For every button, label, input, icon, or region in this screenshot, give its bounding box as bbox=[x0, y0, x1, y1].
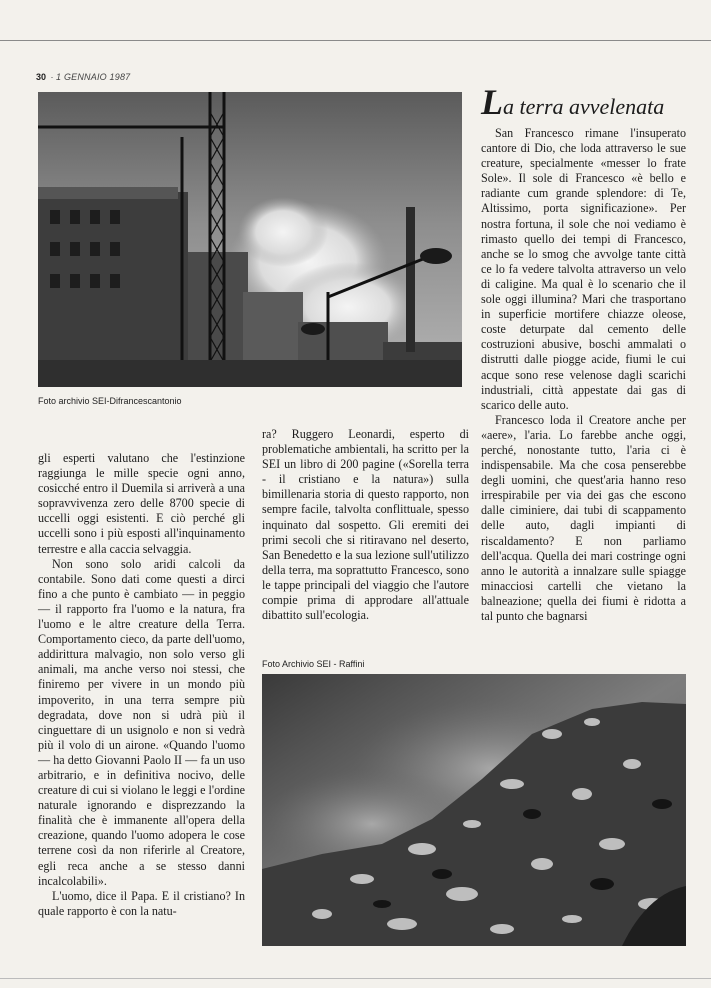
page-header bbox=[36, 72, 130, 82]
title-text: a terra avvelenata bbox=[503, 94, 665, 119]
title-initial: L bbox=[481, 82, 503, 122]
photo1-caption: Foto archivio SEI-Difrancescantonio bbox=[38, 396, 182, 406]
col1-paragraph: Non sono solo aridi calcoli da contabile. Sono dati come questi a dirci fino a che punto è cambiato — in peggio — il rapporto fra l'uomo e la natura, fra l'uomo e le altre creature della Terra. Comportamento cieco, da parte dell'uomo, addirittura malvagio, non solo verso gli animali, ma anche verso noi stessi, che finiremo per vivere in un mondo più impoverito, in una terra sempre più degradata, dove non si udrà più il cinguettare di un usignolo e non si vedrà più il volo di un airone. «Quando l'uomo — ha detto Giovanni Paolo II — fa un uso arbitrario, e in definitiva nocivo, delle creature di cui si violano le leggi e l'ordine naturale ignorando e disprezzando la finalità che è immanente all'opera della creazione, quando l'uomo adopera le cose terrene così da non riferirle al Creatore, egli reca anche a se stesso danni incalcolabili». bbox=[38, 556, 245, 888]
header-separator: · bbox=[50, 72, 54, 82]
article-column-3 bbox=[481, 126, 686, 624]
industrial-photo bbox=[38, 92, 462, 387]
landfill-photo bbox=[262, 674, 686, 946]
page-number: 30 bbox=[36, 72, 47, 82]
issue-date: 1 GENNAIO 1987 bbox=[56, 72, 131, 82]
col1-paragraph: gli esperti valutano che l'estinzione raggiunga le mille specie ogni anno, cosicché entro il Duemila si arriverà a una sopravvivenza zero delle 8700 specie di uccelli oggi esistenti. E ciò perché gli uccelli sono i più esposti all'inquinamento terrestre e alla caccia selvaggia. bbox=[38, 451, 245, 556]
col1-paragraph: L'uomo, dice il Papa. E il cristiano? In quale rapporto è con la natu- bbox=[38, 888, 245, 918]
article-column-1 bbox=[38, 451, 245, 919]
top-rule bbox=[0, 40, 711, 41]
col2-paragraph: ra? Ruggero Leonardi, esperto di problematiche ambientali, ha scritto per la SEI un libro di 200 pagine («Sorella terra - il cristiano e la natura») sulla bimillenaria storia di questo rapporto, non sempre facile, talvolta conflittuale, spesso inquinato dal sospetto. Gli eremiti dei primi secoli che si ritiravano nel deserto, San Benedetto e la sua lezione sull'utilizzo della terra, ma soprattutto Francesco, sono le tappe principali del viaggio che l'autore compie prima di approdare all'attuale dibattito sull'ecologia. bbox=[262, 427, 469, 623]
bottom-rule bbox=[0, 978, 711, 979]
col3-paragraph: San Francesco rimane l'insuperato cantore di Dio, che loda attraverso le sue creature, specialmente «messer lo frate Sole». Il sole di Francesco «è bello e radiante cum grande splendore: di Te, Altissimo, porta significazione». Per nostra fortuna, il sole che noi vediamo è rimasto quello dei tempi di Francesco, anche se lo smog che avvolge tante città ce lo fa vedere talvolta attraverso un velo di caligine. Ma qual è lo scenario che il sole oggi illumina? Mari che trasportano in superficie mortifere chiazze oleose, coste deturpate dal cemento delle costruzioni abusive, boschi ammalati o distrutti dalle piogge acide, fiumi le cui acque sono rese velenose dagli scarichi industriali, città appestate dai gas di scarico delle auto. bbox=[481, 126, 686, 412]
col3-paragraph: Francesco loda il Creatore anche per «aere», l'aria. Lo farebbe anche oggi, perché, nonostante tutto, l'aria ci è indispensabile. Ma che cosa penserebbe degli uomini, che quest'aria hanno reso irrespirabile per via dei gas che escono dalle ciminiere, dai tubi di scappamento delle auto, dagli impianti di riscaldamento? E non parliamo dell'acqua. Quella dei mari costringe ogni anno le autorità a innalzare sulle spiagge minacciosi cartelli che vietano la balneazione; quella dei fiumi è ridotta a tal punto che bagnarsi bbox=[481, 412, 686, 623]
article-title bbox=[481, 82, 681, 122]
photo2-caption: Foto Archivio SEI - Raffini bbox=[262, 659, 365, 669]
article-column-2 bbox=[262, 427, 469, 623]
